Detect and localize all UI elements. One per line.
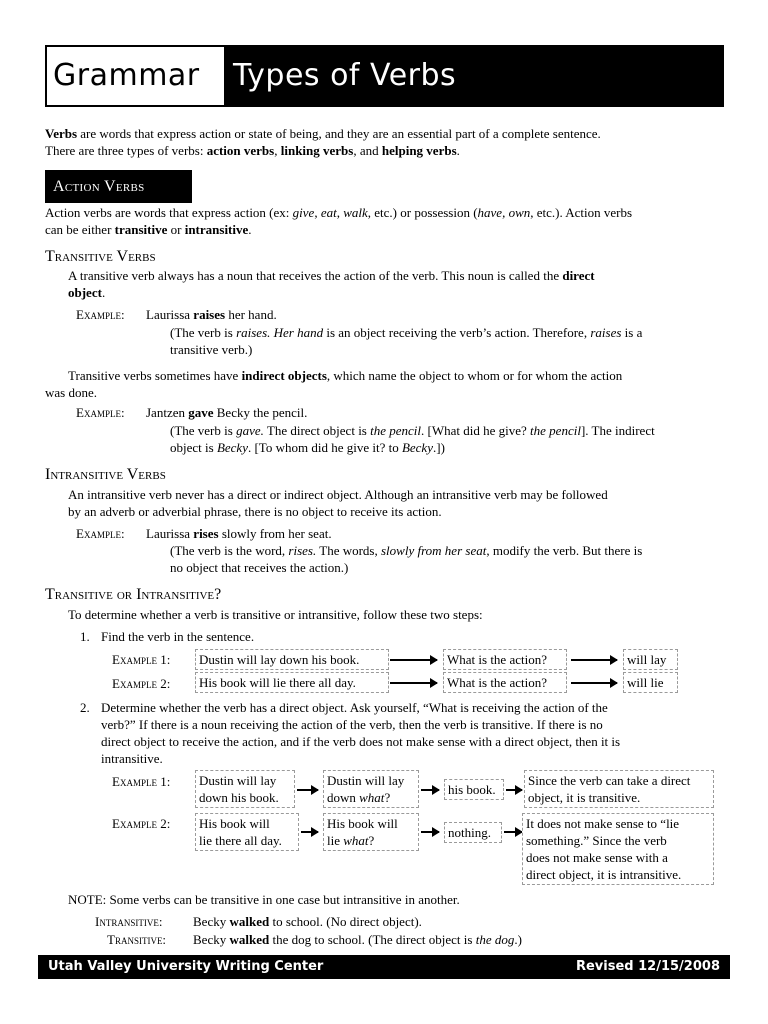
- note-intransitive-label: Intransitive:: [95, 914, 163, 929]
- step-2-example-2-question-box: His book will lie what?: [323, 813, 419, 851]
- step-2-number: 2.: [80, 700, 90, 715]
- step-2-example-1-object-box: his book.: [444, 779, 504, 800]
- step-1-example-2-sentence-box: His book will lie there all day.: [195, 672, 389, 693]
- example-label: Example:: [76, 405, 125, 420]
- intransitive-definition: An intransitive verb never has a direct or indirect object. Although an intransitive verb may be followed by an adverb or adverbial phrase, there is no object to receive its action.: [68, 487, 608, 519]
- step-1-example-2-label: Example 2:: [112, 676, 171, 691]
- term-verbs: Verbs: [45, 126, 78, 141]
- arrow-icon: [571, 659, 617, 661]
- step-1-example-1-label: Example 1:: [112, 652, 171, 667]
- step-2-example-1-label: Example 1:: [112, 774, 171, 789]
- arrow-icon: [390, 659, 437, 661]
- footer-organization: Utah Valley University Writing Center: [48, 959, 324, 974]
- subheading-intransitive-verbs: Intransitive Verbs: [45, 466, 166, 483]
- footer-revision-date: Revised 12/15/2008: [575, 959, 720, 974]
- step-2-example-2-conclusion-box: It does not make sense to “lie something.” Since the verb does not make sense with a direct object, it is intransitive.: [522, 813, 714, 885]
- steps-intro: To determine whether a verb is transitive or intransitive, follow these two steps:: [68, 607, 483, 622]
- action-verbs-paragraph: Action verbs are words that express action (ex: give, eat, walk, etc.) or possession (have, own, etc.). Action verbs can be either transitive or intransitive.: [45, 205, 633, 237]
- indirect-objects-paragraph: Transitive verbs sometimes have indirect objects, which name the object to whom or for whom the action: [68, 368, 623, 383]
- example-label: Example:: [76, 526, 125, 541]
- note-intransitive-example: Becky walked to school. (No direct object).: [193, 914, 422, 929]
- step-1-example-1-sentence-box: Dustin will lay down his book.: [195, 649, 389, 670]
- transitive-example-2-explanation: (The verb is gave. The direct object is the pencil. [What did he give? the pencil]. The indirect object is Becky. [To whom did he give it? to Becky.]): [170, 423, 655, 455]
- arrow-icon: [297, 789, 318, 791]
- step-1-number: 1.: [80, 629, 90, 644]
- arrow-icon: [504, 831, 522, 833]
- step-2-example-1-sentence-box: Dustin will lay down his book.: [195, 770, 295, 808]
- grammar-label: Grammar: [47, 47, 224, 105]
- arrow-icon: [390, 682, 437, 684]
- arrow-icon: [506, 789, 522, 791]
- transitive-example-1-explanation: (The verb is raises. Her hand is an object receiving the verb’s action. Therefore, raises is a transitive verb.): [170, 325, 643, 357]
- note-text: NOTE: Some verbs can be transitive in one case but intransitive in another.: [68, 892, 460, 907]
- step-2-example-2-label: Example 2:: [112, 816, 171, 831]
- transitive-definition: A transitive verb always has a noun that receives the action of the verb. This noun is called the direct object.: [68, 268, 595, 300]
- intransitive-example: [76, 525, 125, 542]
- step-1-example-2-answer-box: will lie: [623, 672, 678, 693]
- footer-bar: [38, 955, 730, 979]
- transitive-example-2: [76, 404, 125, 421]
- term-action-verbs: action verbs: [206, 143, 275, 158]
- step-1-example-2-question-box: What is the action?: [443, 672, 567, 693]
- step-2-example-2-object-box: nothing.: [444, 822, 502, 843]
- note-transitive-example: Becky walked the dog to school. (The direct object is the dog.): [193, 932, 522, 947]
- step-2-example-1-conclusion-box: Since the verb can take a direct object, it is transitive.: [524, 770, 714, 808]
- arrow-icon: [301, 831, 318, 833]
- subheading-transitive-or-intransitive: Transitive or Intransitive?: [45, 586, 222, 603]
- arrow-icon: [421, 789, 439, 791]
- indirect-objects-line-2: was done.: [45, 385, 97, 400]
- example-label: Example:: [76, 307, 125, 322]
- step-2-example-1-question-box: Dustin will lay down what?: [323, 770, 419, 808]
- arrow-icon: [421, 831, 439, 833]
- subheading-transitive-verbs: Transitive Verbs: [45, 248, 156, 265]
- term-linking-verbs: linking verbs: [280, 143, 354, 158]
- term-helping-verbs: helping verbs: [381, 143, 457, 158]
- arrow-icon: [571, 682, 617, 684]
- step-1-example-1-answer-box: will lay: [623, 649, 678, 670]
- step-1-text: Find the verb in the sentence.: [101, 629, 255, 644]
- intro-line-2: There are three types of verbs: action verbs, linking verbs, and helping verbs.: [45, 143, 460, 158]
- transitive-example-2-sentence: Jantzen gave Becky the pencil.: [146, 405, 308, 420]
- transitive-example-1-sentence: Laurissa raises her hand.: [146, 307, 277, 322]
- intro-line-1: Verbs are words that express action or state of being, and they are an essential part of a complete sentence.: [45, 126, 601, 141]
- intransitive-example-sentence: Laurissa rises slowly from her seat.: [146, 526, 332, 541]
- page-title: Types of Verbs: [233, 58, 457, 93]
- step-2-example-2-sentence-box: His book will lie there all day.: [195, 813, 299, 851]
- intro-paragraph: [45, 125, 735, 159]
- intransitive-example-explanation: (The verb is the word, rises. The words, slowly from her seat, modify the verb. But there is no object that receives the action.): [170, 543, 643, 575]
- section-heading-action-verbs: Action Verbs: [45, 170, 192, 203]
- step-1-example-1-question-box: What is the action?: [443, 649, 567, 670]
- transitive-example-1: [76, 306, 125, 323]
- step-2-text: Determine whether the verb has a direct object. Ask yourself, “What is receiving the action of the verb?” If there is a noun receiving the action of the verb, then the verb is transitive. If there is no direct object to receive the action, and if the verb does not make sense with a direct object, then it is intransitive.: [101, 700, 621, 766]
- note-transitive-label: Transitive:: [107, 932, 167, 947]
